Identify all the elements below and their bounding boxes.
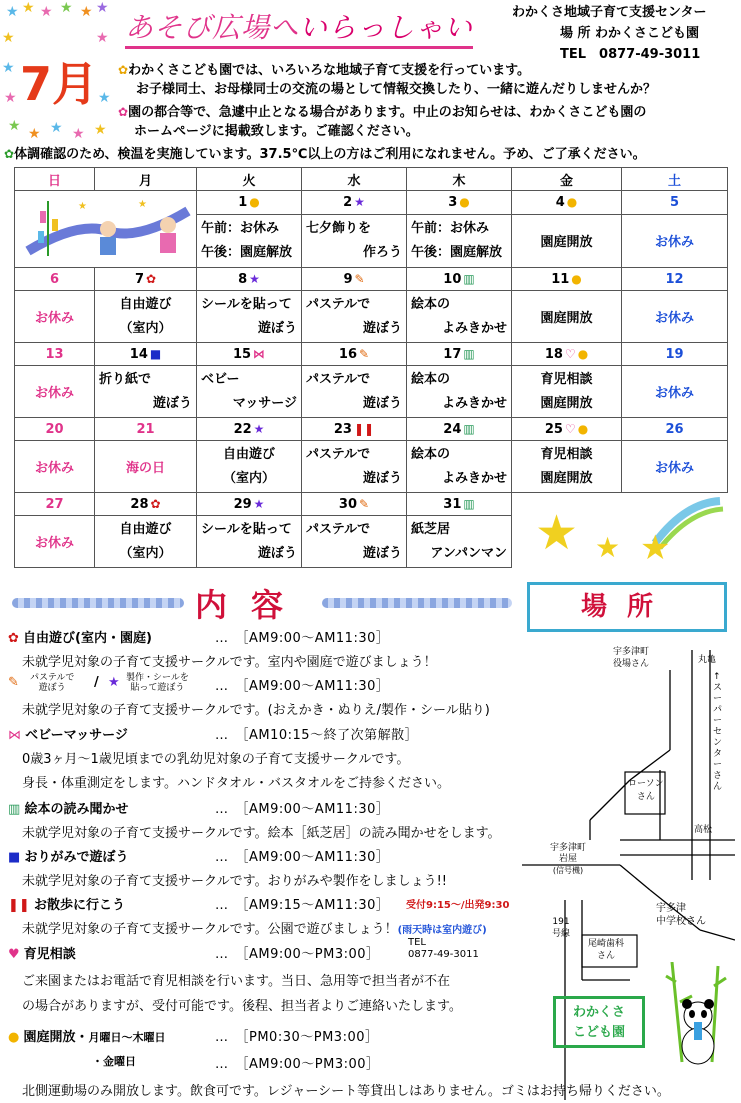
title-part1: あそび広場へ — [125, 11, 300, 44]
walk-reception-time: 受付9:15～/出発9:30 — [406, 900, 510, 911]
map-lawson: ローソン さん — [628, 779, 664, 802]
pastel-icon: ✎ — [8, 675, 19, 690]
svg-text:★: ★ — [137, 199, 147, 210]
activity-free-play: ✿ 自由遊び(室内・園庭) … ［AM9:00～AM11:30］ — [8, 631, 390, 646]
day-cell-29: 29 ★ — [197, 493, 302, 516]
book-icon: ▥ — [463, 271, 475, 286]
event-sun-20: お休み — [15, 441, 95, 493]
square-icon: ■ — [149, 346, 162, 361]
heart-icon: ♥ — [8, 947, 20, 962]
star-icon: ★ — [249, 271, 260, 286]
activity-origami: ■ おりがみで遊ぼう … ［AM9:00～AM11:30］ — [8, 850, 390, 865]
event-tue-8: シールを貼って 遊ぼう — [197, 291, 302, 343]
activity-book-desc: 未就学児対象の子育て支援サークルです。絵本［紙芝居］の読み聞かせをします。 — [22, 826, 501, 841]
heart-icon: ♡ — [564, 346, 576, 361]
day-cell-31: 31 ▥ — [407, 493, 512, 516]
day-cell-22: 22 ★ — [197, 418, 302, 441]
svg-text:★: ★ — [77, 201, 87, 212]
event-wed-16: パステルで 遊ぼう — [302, 366, 407, 418]
weekday-fri: 金 — [512, 168, 622, 191]
notice-4: ホームページに掲載致します。ご確認ください。 — [134, 124, 419, 139]
pastel-icon: ✎ — [359, 346, 370, 361]
svg-text:★: ★ — [8, 118, 21, 134]
day-cell-30: 30 ✎ — [302, 493, 407, 516]
flower-icon: ✿ — [8, 631, 19, 646]
circle-icon: ● — [571, 271, 582, 286]
activity-yard-open: ● 園庭開放・月曜日～木曜日 … ［PM0:30～PM3:00］ — [8, 1030, 379, 1045]
day-cell-13: 13 — [15, 343, 95, 366]
day-cell-14: 14 ■ — [95, 343, 197, 366]
notice-5: ✿体調確認のため、検温を実施しています。37.5℃以上の方はご利用になれません。予め、ご了承ください。 — [4, 144, 646, 165]
svg-text:★: ★ — [96, 30, 109, 46]
day-cell-25: 25 ♡ ● — [512, 418, 622, 441]
event-thu-10: 絵本の よみきかせ — [407, 291, 512, 343]
circle-icon: ● — [249, 194, 260, 209]
day-cell-18: 18 ♡ ● — [512, 343, 622, 366]
day-cell-26: 26 — [622, 418, 728, 441]
consult-tel-number: 0877-49-3011 — [408, 949, 479, 960]
map-junior-high: 宇多津 中学校さん — [656, 903, 706, 927]
weekday-sat: 土 — [622, 168, 728, 191]
day-cell-19: 19 — [622, 343, 728, 366]
day-cell-3: 3 ● — [407, 191, 512, 215]
rain-note: (雨天時は室内遊び) — [397, 925, 487, 936]
day-cell-11: 11 ● — [512, 268, 622, 291]
notice-3: ✿園の都合等で、急遽中止となる場合があります。中止のお知らせは、わかくさこども園の — [118, 102, 646, 123]
svg-text:★: ★ — [594, 531, 620, 564]
activity-yard-open-friday: ・金曜日 … ［AM9:00～PM3:00］ — [92, 1055, 380, 1072]
day-cell-21: 21 — [95, 418, 197, 441]
map-dental: 尾崎歯科 さん — [588, 939, 625, 961]
activity-pastel-desc: 未就学児対象の子育て支援サークルです。(おえかき・ぬりえ/製作・シール貼り) — [22, 703, 490, 718]
notice-1: ✿わかくさこども園では、いろいろな地域子育て支援を行っています。 — [118, 60, 530, 81]
event-wed-23: パステルで 遊ぼう — [302, 441, 407, 493]
footer-note: 北側運動場のみ開放します。飲食可です。レジャーシート等貸出しはありません。ゴミはお持ち帰りください。 — [22, 1084, 670, 1099]
map-route-191: 191 号線 — [552, 917, 571, 939]
event-fri-4: 園庭開放 — [512, 214, 622, 267]
svg-text:★: ★ — [94, 122, 107, 138]
event-mon-14: 折り紙で 遊ぼう — [95, 366, 197, 418]
org-tel: TEL 0877-49-3011 — [560, 47, 701, 62]
tanabata-image — [18, 191, 194, 263]
place-heading: 場所 — [527, 582, 727, 632]
star-icon: ★ — [354, 194, 365, 209]
event-sun-6: お休み — [15, 291, 95, 343]
event-fri-18: 育児相談 園庭開放 — [512, 366, 622, 418]
activity-consult-desc2: の場合がありますが、受付可能です。後程、担当者よりご連絡いたします。 — [22, 999, 462, 1014]
day-cell-10: 10 ▥ — [407, 268, 512, 291]
calendar-table — [14, 167, 728, 568]
star-icon: ★ — [108, 675, 120, 690]
book-icon: ▥ — [463, 346, 475, 361]
day-cell-7: 7 ✿ — [95, 268, 197, 291]
garland-left — [12, 598, 184, 608]
title-part2: いらっしゃい — [299, 11, 474, 44]
activity-baby-desc2: 身長・体重測定をします。ハンドタオル・バスタオルをご持参ください。 — [22, 776, 450, 791]
day-cell-28: 28 ✿ — [95, 493, 197, 516]
svg-text:★: ★ — [6, 4, 19, 20]
day-cell-8: 8 ★ — [197, 268, 302, 291]
pastel-icon: ✎ — [359, 496, 370, 511]
heart-icon: ♡ — [564, 421, 576, 436]
activity-free-play-desc: 未就学児対象の子育て支援サークルです。室内や園庭で遊びましょう！ — [22, 655, 437, 670]
activity-walk: ❚❚ お散歩に行こう … ［AM9:15～AM11:30］ 受付9:15～/出発9:30 — [8, 898, 510, 913]
map-town-office: 宇多津町 役場さん — [613, 647, 650, 669]
day-cell-16: 16 ✎ — [302, 343, 407, 366]
event-mon-28: 自由遊び （室内） — [95, 516, 197, 568]
day-cell-2: 2 ★ — [302, 191, 407, 215]
consult-tel-label: TEL — [408, 937, 426, 948]
book-icon: ▥ — [463, 496, 475, 511]
circle-icon: ● — [459, 194, 470, 209]
event-sat-26: お休み — [622, 441, 728, 493]
flower-icon: ✿ — [150, 496, 161, 511]
event-tue-15: ベビー マッサージ — [197, 366, 302, 418]
event-fri-25: 育児相談 園庭開放 — [512, 441, 622, 493]
svg-text:★: ★ — [2, 60, 15, 76]
pastel-icon: ✎ — [354, 271, 365, 286]
weekday-mon: 月 — [95, 168, 197, 191]
tanabata-illustration — [15, 191, 197, 268]
star-icon: ★ — [253, 496, 265, 511]
map-takamatsu: 高松 — [694, 825, 713, 835]
event-tue-1: 午前：お休み 午後：園庭解放 — [197, 214, 302, 267]
svg-text:★: ★ — [96, 2, 109, 16]
event-fri-11: 園庭開放 — [512, 291, 622, 343]
day-cell-27: 27 — [15, 493, 95, 516]
circle-icon: ● — [577, 346, 589, 361]
event-mon-21: 海の日 — [95, 441, 197, 493]
map-wakakusa: わかくさ こども園 — [553, 996, 645, 1048]
activity-baby-desc: 0歳3ヶ月～1歳児頃までの乳幼児対象の子育て支援サークルです。 — [22, 752, 410, 767]
month-label: 7月 — [20, 57, 99, 111]
footprints-icon: ❚❚ — [353, 421, 375, 436]
ribbon-icon: ⋈ — [8, 728, 21, 743]
stars-illustration — [512, 493, 728, 568]
day-cell-17: 17 ▥ — [407, 343, 512, 366]
event-wed-9: パステルで 遊ぼう — [302, 291, 407, 343]
day-cell-12: 12 — [622, 268, 728, 291]
contents-heading: 内容 — [195, 586, 308, 624]
book-icon: ▥ — [8, 802, 21, 817]
weekday-thu: 木 — [407, 168, 512, 191]
garland-right — [322, 598, 512, 608]
org-info — [512, 2, 706, 65]
day-cell-23: 23 ❚❚ — [302, 418, 407, 441]
weekday-tue: 火 — [197, 168, 302, 191]
flower-icon: ✿ — [145, 271, 157, 286]
svg-text:★: ★ — [50, 120, 63, 136]
day-cell-6: 6 — [15, 268, 95, 291]
day-cell-4: 4 ● — [512, 191, 622, 215]
star-icon: ★ — [253, 421, 265, 436]
day-cell-1: 1 ● — [197, 191, 302, 215]
page-title — [125, 6, 473, 49]
svg-text:★: ★ — [60, 2, 73, 16]
map-marugame: 丸亀 — [698, 655, 717, 665]
event-wed-30: パステルで 遊ぼう — [302, 516, 407, 568]
svg-text:★: ★ — [80, 4, 93, 20]
day-cell-20: 20 — [15, 418, 95, 441]
day-cell-15: 15 ⋈ — [197, 343, 302, 366]
activity-picture-book: ▥ 絵本の読み聞かせ … ［AM9:00～AM11:30］ — [8, 802, 390, 817]
event-sat-19: お休み — [622, 366, 728, 418]
circle-icon: ● — [566, 194, 578, 209]
event-sun-13: お休み — [15, 366, 95, 418]
svg-text:★: ★ — [72, 126, 85, 142]
svg-text:★: ★ — [2, 30, 15, 46]
org-place: 場 所 わかくさこども園 — [560, 26, 700, 41]
activity-walk-desc: 未就学児対象の子育て支援サークルです。公園で遊びましょう！(雨天時は室内遊び) — [22, 922, 487, 937]
svg-text:★: ★ — [28, 126, 41, 142]
notice-2: お子様同士、お母様同士の交流の場として情報交換したり、一緒に遊んだりしませんか？ — [136, 82, 657, 97]
event-wed-2: 七夕飾りを 作ろう — [302, 214, 407, 267]
svg-text:★: ★ — [639, 528, 671, 564]
weekday-header — [15, 168, 728, 191]
weekday-wed: 水 — [302, 168, 407, 191]
org-name: わかくさ地域子育て支援センター — [512, 5, 707, 20]
svg-text:★: ★ — [534, 505, 578, 562]
flower-icon: ✿ — [4, 147, 15, 161]
svg-text:★: ★ — [22, 2, 35, 16]
event-thu-3: 午前：お休み 午後：園庭解放 — [407, 214, 512, 267]
activity-consult-desc: ご来園またはお電話で育児相談を行います。当日、急用等で担当者が不在 — [22, 974, 450, 989]
event-tue-22: 自由遊び （室内） — [197, 441, 302, 493]
flower-icon: ✿ — [118, 105, 129, 119]
shooting-star-image — [515, 493, 725, 563]
map-super-center: ↑ スーパーセンターさん — [713, 672, 730, 792]
event-thu-31: 紙芝居 アンパンマン — [407, 516, 512, 568]
activity-consultation: ♥ 育児相談 … ［AM9:00～PM3:00］ TEL 0877-49-3011 — [8, 937, 479, 962]
event-thu-17: 絵本の よみきかせ — [407, 366, 512, 418]
event-tue-29: シールを貼って 遊ぼう — [197, 516, 302, 568]
event-sun-27: お休み — [15, 516, 95, 568]
circle-icon: ● — [577, 421, 589, 436]
book-icon: ▥ — [463, 421, 475, 436]
day-cell-5: 5 — [622, 191, 728, 215]
flower-icon: ✿ — [118, 63, 129, 77]
map-iwaya-signal: 宇多津町 岩屋 (信号機) — [550, 843, 587, 875]
panda-illustration — [662, 962, 734, 1070]
day-cell-24: 24 ▥ — [407, 418, 512, 441]
activity-origami-desc: 未就学児対象の子育て支援サークルです。おりがみや製作をしましょう!! — [22, 874, 447, 889]
ribbon-icon: ⋈ — [253, 346, 266, 361]
weekday-sun: 日 — [15, 168, 95, 191]
event-mon-7: 自由遊び （室内） — [95, 291, 197, 343]
svg-text:★: ★ — [98, 90, 111, 106]
activity-pastel-sticker: ✎ パステルで 遊ぼう / ★ 製作・シールを 貼って遊ぼう … ［AM9:00～AM11:30］ — [8, 673, 390, 694]
svg-text:★: ★ — [4, 90, 17, 106]
activity-baby-massage: ⋈ ベビーマッサージ … ［AM10:15～終了次第解散］ — [8, 728, 419, 743]
event-sat-5: お休み — [622, 214, 728, 267]
square-icon: ■ — [8, 850, 21, 865]
day-cell-9: 9 ✎ — [302, 268, 407, 291]
footprints-icon: ❚❚ — [8, 898, 30, 913]
svg-text:★: ★ — [40, 4, 53, 20]
event-thu-24: 絵本の よみきかせ — [407, 441, 512, 493]
event-sat-12: お休み — [622, 291, 728, 343]
circle-icon: ● — [8, 1030, 20, 1045]
